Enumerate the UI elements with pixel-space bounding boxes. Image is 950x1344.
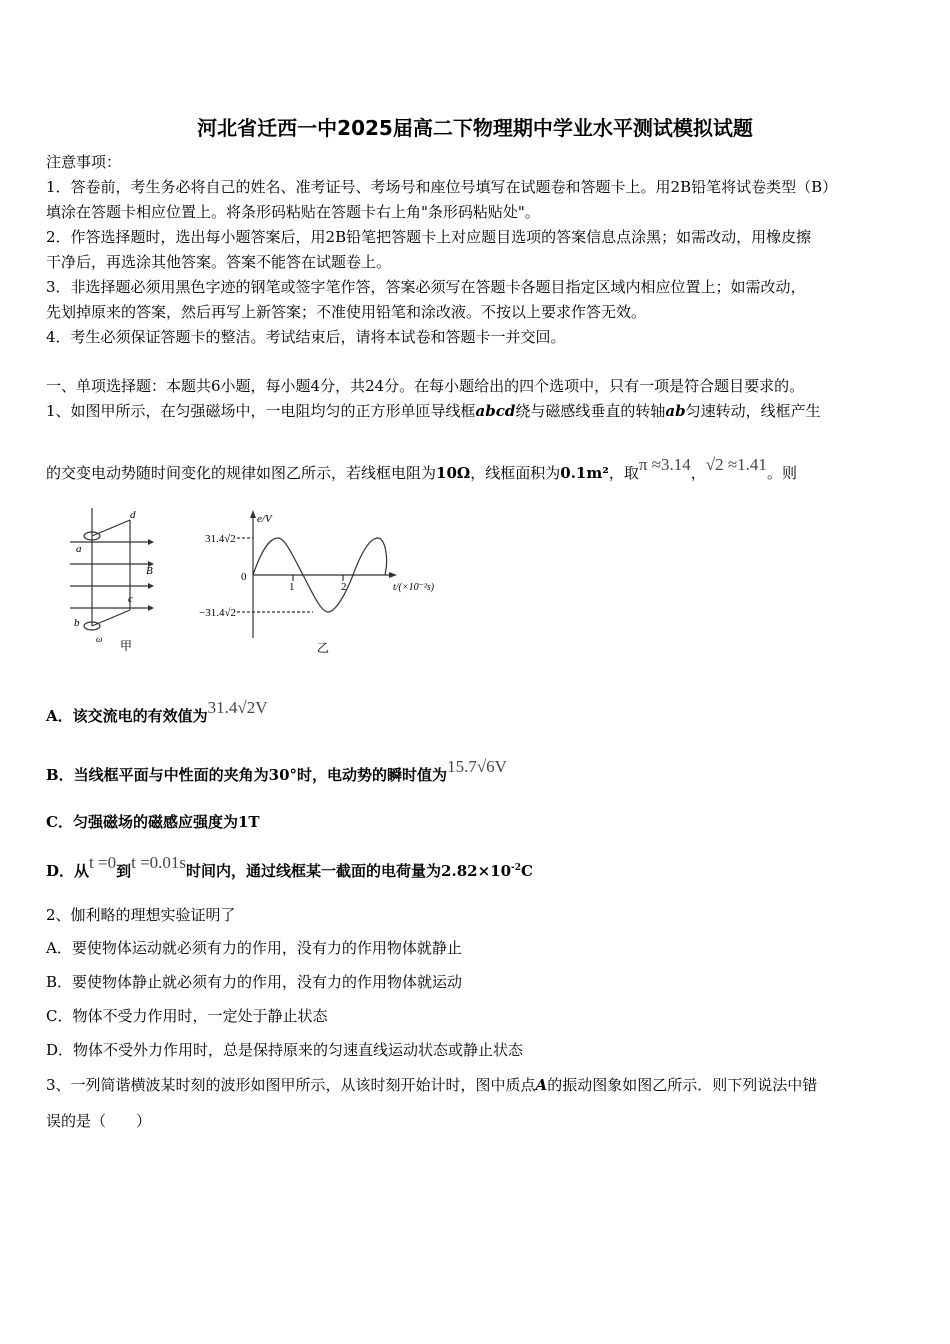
y-axis-label: e/V [257,513,272,525]
notice-line: 4．考生必须保证答题卡的整洁。考试结束后，请将本试卷和答题卡一并交回。 [46,328,566,346]
fig-label-a: a [76,543,82,555]
exam-title: 河北省迁西一中2025届高二下物理期中学业水平测试模拟试题 [197,116,753,140]
fig-label-omega: ω [96,634,103,644]
q1-option-c: C．匀强磁场的磁感应强度为1T [46,813,260,831]
figure-jia [62,508,172,658]
fig-label-d: d [130,509,136,521]
fig-caption-jia: 甲 [120,639,133,653]
fig-label-c: c [128,593,133,605]
q2-option-d: D．物体不受外力作用时，总是保持原来的匀速直线运动状态或静止状态 [46,1041,524,1059]
sqrt2-value: √2 ≈1.41 [705,455,767,474]
q1-option-a: A．该交流电的有效值为31.4√2V [46,698,268,725]
q2-option-a: A．要使物体运动就必须有力的作用，没有力的作用物体就静止 [46,939,462,957]
q1-option-b: B．当线框平面与中性面的夹角为30°时，电动势的瞬时值为15.7√6V [46,757,507,784]
fig-caption-yi: 乙 [317,641,330,655]
section-heading: 一、单项选择题：本题共6小题，每小题4分，共24分。在每小题给出的四个选项中，只有一项是符合题目要求的。 [46,377,805,395]
notice-heading: 注意事项： [46,153,122,171]
q1-stem-line1: 1、如图甲所示，在匀强磁场中，一电阻均匀的正方形单匝导线框abcd绕与磁感线垂直的转轴ab匀速转动，线框产生 [46,402,821,420]
y-max-label: 31.4√2 [205,533,236,545]
fig-label-b: b [74,617,80,629]
q1-option-d: D．从t =0到t =0.01s时间内，通过线框某一截面的电荷量为$2.82\times 10^{-2}C$ [46,853,533,880]
q3-stem-line2: 误的是（ ） [46,1112,152,1130]
x-tick-1: 1 [289,581,295,593]
figure-yi [195,508,455,658]
q2-option-b: B．要使物体静止就必须有力的作用，没有力的作用物体就运动 [46,973,463,991]
notice-line: 2．作答选择题时，选出每小题答案后，用2B铅笔把答题卡上对应题目选项的答案信息点涂黑；如需改动，用橡皮擦 [46,228,812,246]
notice-line: 填涂在答题卡相应位置上。将条形码粘贴在答题卡右上角"条形码粘贴处"。 [46,203,540,221]
q2-stem: 2、伽利略的理想实验证明了 [46,906,236,924]
x-tick-2: 2 [341,581,347,593]
notice-line: 先划掉原来的答案，然后再写上新答案；不准使用铅笔和涂改液。不按以上要求作答无效。 [46,303,647,321]
q2-option-c: C．物体不受力作用时，一定处于静止状态 [46,1007,328,1025]
y-min-label: −31.4√2 [199,607,236,619]
pi-value: π ≈3.14 [638,455,691,474]
notice-line: 1．答卷前，考生务必将自己的姓名、准考证号、考场号和座位号填写在试题卷和答题卡上。用2B铅笔将试卷类型（B） [46,178,838,196]
q3-stem-line1: 3、一列简谐横波某时刻的波形如图甲所示，从该时刻开始计时，图中质点A的振动图象如图乙所示．则下列说法中错 [46,1076,818,1094]
notice-line: 3．非选择题必须用黑色字迹的钢笔或签字笔作答，答案必须写在答题卡各题目指定区域内相应位置上；如需改动， [46,278,806,296]
q1-stem-line2: 的交变电动势随时间变化的规律如图乙所示，若线框电阻为10Ω，线框面积为0.1m²，取π ≈3.14，√2 ≈1.41。则 [46,455,797,482]
fig-label-b-field: B [146,565,153,577]
notice-line: 干净后，再选涂其他答案。答案不能答在试题卷上。 [46,253,392,271]
origin-label: 0 [241,571,247,583]
x-axis-label: t/(×10⁻²s) [393,582,435,593]
